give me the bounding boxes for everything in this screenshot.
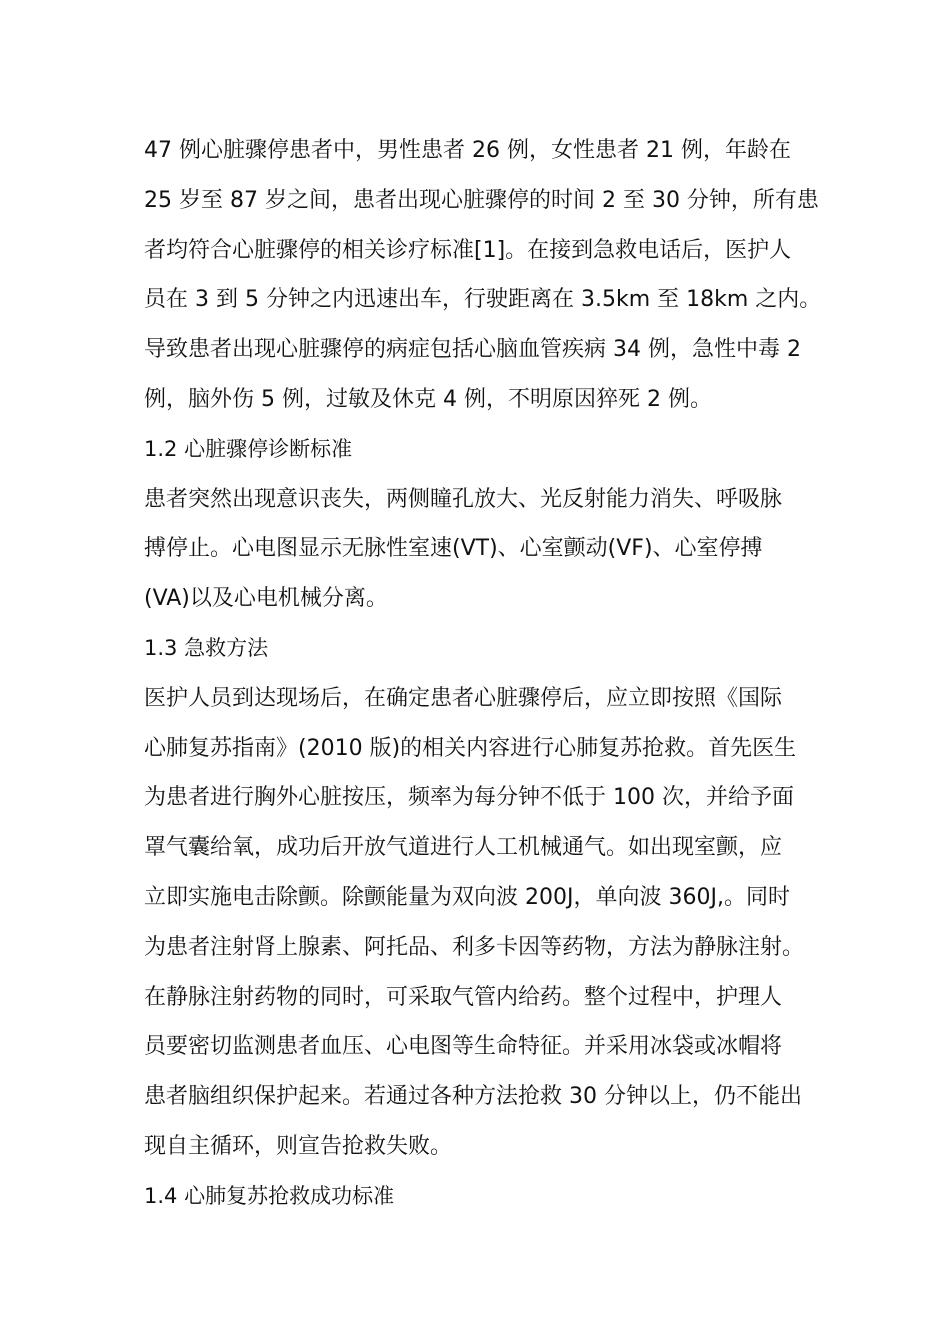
paragraph-line-19: 员要密切监测患者血压、心电图等生命特征。并采用冰袋或冰帽将 bbox=[144, 1034, 783, 1060]
paragraph-line-20: 患者脑组织保护起来。若通过各种方法抢救 30 分钟以上，仍不能出 bbox=[144, 1084, 802, 1110]
paragraph-line-5: 导致患者出现心脏骤停的病症包括心脑血管疾病 34 例，急性中毒 2 bbox=[144, 337, 801, 363]
paragraph-line-9: 搏停止。心电图显示无脉性室速(VT)、心室颤动(VF)、心室停搏 bbox=[144, 536, 763, 562]
paragraph-line-18: 在静脉注射药物的同时，可采取气管内给药。整个过程中，护理人 bbox=[144, 984, 783, 1010]
section-heading-1-3: 1.3 急救方法 bbox=[144, 635, 269, 660]
paragraph-line-4: 员在 3 到 5 分钟之内迅速出车，行驶距离在 3.5km 至 18km 之内。 bbox=[144, 287, 822, 313]
paragraph-line-8: 患者突然出现意识丧失，两侧瞳孔放大、光反射能力消失、呼吸脉 bbox=[144, 486, 783, 512]
section-heading-1-4: 1.4 心肺复苏抢救成功标准 bbox=[144, 1183, 395, 1208]
paragraph-line-13: 心肺复苏指南》(2010 版)的相关内容进行心肺复苏抢救。首先医生 bbox=[144, 735, 797, 761]
document-body bbox=[144, 126, 828, 1222]
paragraph-line-2: 25 岁至 87 岁之间，患者出现心脏骤停的时间 2 至 30 分钟，所有患 bbox=[144, 187, 819, 213]
paragraph-line-6: 例，脑外伤 5 例，过敏及休克 4 例，不明原因猝死 2 例。 bbox=[144, 386, 712, 412]
paragraph-line-1: 47 例心脏骤停患者中，男性患者 26 例，女性患者 21 例，年龄在 bbox=[144, 138, 791, 163]
section-heading-1-2: 1.2 心脏骤停诊断标准 bbox=[144, 436, 353, 461]
paragraph-line-17: 为患者注射肾上腺素、阿托品、利多卡因等药物，方法为静脉注射。 bbox=[144, 934, 805, 960]
paragraph-line-21: 现自主循环，则宣告抢救失败。 bbox=[144, 1133, 453, 1159]
paragraph-line-14: 为患者进行胸外心脏按压，频率为每分钟不低于 100 次，并给予面 bbox=[144, 785, 794, 811]
paragraph-line-12: 医护人员到达现场后，在确定患者心脏骤停后，应立即按照《国际 bbox=[144, 685, 783, 711]
paragraph-line-3: 者均符合心脏骤停的相关诊疗标准[1]。在接到急救电话后，医护人 bbox=[144, 237, 792, 263]
paragraph-line-16: 立即实施电击除颤。除颤能量为双向波 200J，单向波 360J,。同时 bbox=[144, 884, 790, 910]
paragraph-line-15: 罩气囊给氧，成功后开放气道进行人工机械通气。如出现室颤，应 bbox=[144, 835, 783, 861]
paragraph-line-10: (VA)以及心电机械分离。 bbox=[144, 586, 388, 612]
